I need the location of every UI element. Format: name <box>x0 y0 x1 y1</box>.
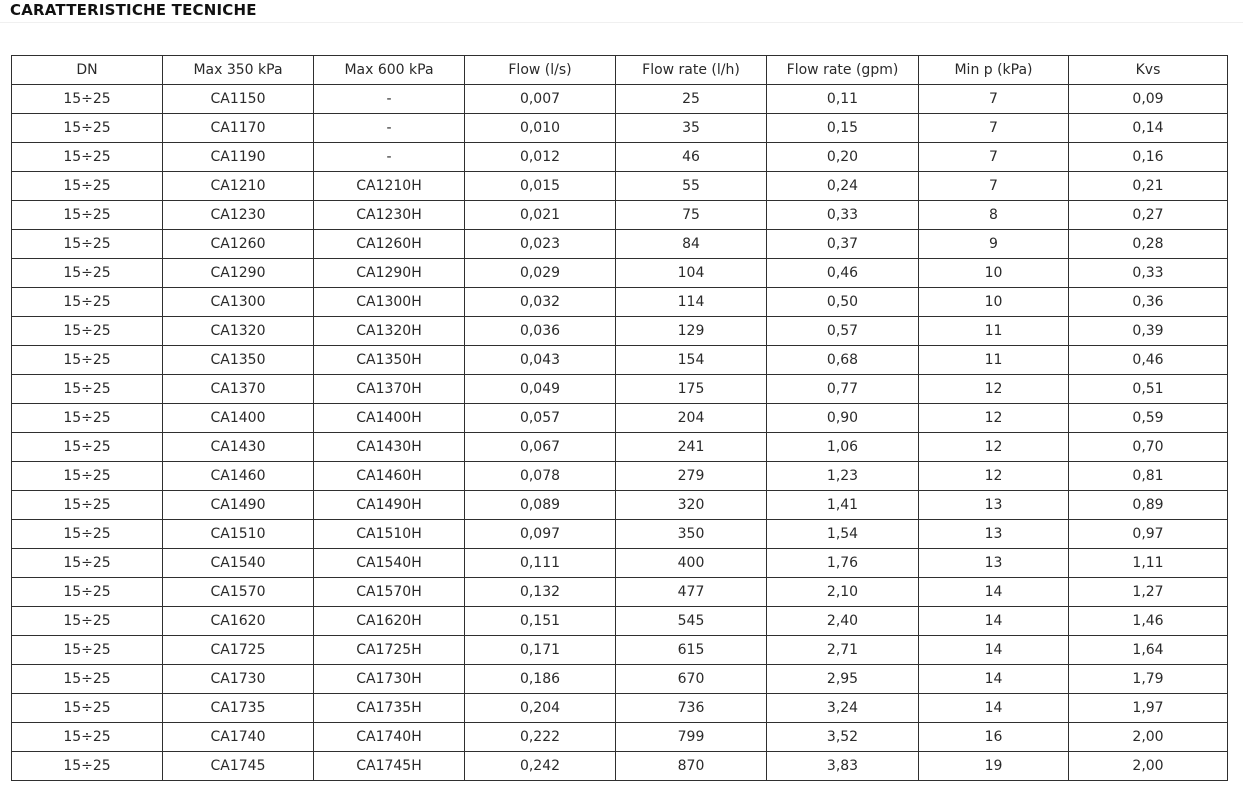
cell-flow-rate-gpm: 2,71 <box>767 636 919 665</box>
cell-max-600-kpa: CA1570H <box>314 578 465 607</box>
cell-min-p-kpa: 13 <box>919 520 1069 549</box>
cell-dn: 15÷25 <box>12 665 163 694</box>
cell-min-p-kpa: 9 <box>919 230 1069 259</box>
cell-min-p-kpa: 14 <box>919 578 1069 607</box>
cell-dn: 15÷25 <box>12 85 163 114</box>
cell-kvs: 0,97 <box>1069 520 1228 549</box>
cell-dn: 15÷25 <box>12 114 163 143</box>
cell-flow-rate-gpm: 3,83 <box>767 752 919 781</box>
table-row <box>12 404 1228 433</box>
cell-min-p-kpa: 7 <box>919 114 1069 143</box>
cell-min-p-kpa: 12 <box>919 404 1069 433</box>
cell-flow-rate-gpm: 1,23 <box>767 462 919 491</box>
cell-max-350-kpa: CA1740 <box>163 723 314 752</box>
cell-flow-rate-gpm: 0,68 <box>767 346 919 375</box>
cell-max-350-kpa: CA1400 <box>163 404 314 433</box>
cell-min-p-kpa: 12 <box>919 433 1069 462</box>
cell-flow-rate-lh: 400 <box>616 549 767 578</box>
cell-min-p-kpa: 10 <box>919 288 1069 317</box>
cell-max-350-kpa: CA1490 <box>163 491 314 520</box>
cell-dn: 15÷25 <box>12 259 163 288</box>
cell-flow-rate-lh: 670 <box>616 665 767 694</box>
cell-flow-rate-gpm: 0,20 <box>767 143 919 172</box>
cell-flow-ls: 0,007 <box>465 85 616 114</box>
cell-flow-ls: 0,132 <box>465 578 616 607</box>
cell-flow-rate-gpm: 1,76 <box>767 549 919 578</box>
cell-flow-rate-lh: 55 <box>616 172 767 201</box>
cell-flow-rate-gpm: 0,37 <box>767 230 919 259</box>
cell-flow-rate-lh: 350 <box>616 520 767 549</box>
cell-max-600-kpa: CA1210H <box>314 172 465 201</box>
cell-max-350-kpa: CA1510 <box>163 520 314 549</box>
cell-kvs: 2,00 <box>1069 752 1228 781</box>
cell-min-p-kpa: 11 <box>919 317 1069 346</box>
cell-kvs: 0,36 <box>1069 288 1228 317</box>
cell-flow-rate-lh: 154 <box>616 346 767 375</box>
cell-kvs: 1,64 <box>1069 636 1228 665</box>
table-row <box>12 317 1228 346</box>
column-header-dn: DN <box>12 56 163 85</box>
cell-flow-rate-gpm: 0,90 <box>767 404 919 433</box>
cell-kvs: 0,21 <box>1069 172 1228 201</box>
cell-dn: 15÷25 <box>12 752 163 781</box>
cell-flow-rate-lh: 477 <box>616 578 767 607</box>
cell-max-350-kpa: CA1170 <box>163 114 314 143</box>
cell-kvs: 0,59 <box>1069 404 1228 433</box>
cell-max-600-kpa: CA1430H <box>314 433 465 462</box>
cell-min-p-kpa: 13 <box>919 549 1069 578</box>
cell-flow-rate-gpm: 2,95 <box>767 665 919 694</box>
table-header <box>12 56 1228 85</box>
cell-flow-ls: 0,097 <box>465 520 616 549</box>
cell-min-p-kpa: 13 <box>919 491 1069 520</box>
cell-dn: 15÷25 <box>12 491 163 520</box>
cell-dn: 15÷25 <box>12 607 163 636</box>
table-row <box>12 375 1228 404</box>
cell-dn: 15÷25 <box>12 549 163 578</box>
cell-max-350-kpa: CA1620 <box>163 607 314 636</box>
table-row <box>12 259 1228 288</box>
cell-dn: 15÷25 <box>12 723 163 752</box>
cell-dn: 15÷25 <box>12 288 163 317</box>
cell-kvs: 1,46 <box>1069 607 1228 636</box>
cell-flow-rate-lh: 736 <box>616 694 767 723</box>
table-row <box>12 85 1228 114</box>
cell-kvs: 0,33 <box>1069 259 1228 288</box>
cell-flow-ls: 0,186 <box>465 665 616 694</box>
cell-flow-rate-lh: 35 <box>616 114 767 143</box>
cell-kvs: 0,09 <box>1069 85 1228 114</box>
cell-flow-rate-gpm: 0,57 <box>767 317 919 346</box>
cell-dn: 15÷25 <box>12 346 163 375</box>
cell-min-p-kpa: 12 <box>919 462 1069 491</box>
cell-flow-ls: 0,023 <box>465 230 616 259</box>
cell-min-p-kpa: 7 <box>919 172 1069 201</box>
cell-kvs: 0,14 <box>1069 114 1228 143</box>
cell-flow-rate-gpm: 0,11 <box>767 85 919 114</box>
cell-max-350-kpa: CA1190 <box>163 143 314 172</box>
cell-flow-rate-lh: 545 <box>616 607 767 636</box>
table-row <box>12 201 1228 230</box>
cell-flow-ls: 0,010 <box>465 114 616 143</box>
cell-kvs: 0,27 <box>1069 201 1228 230</box>
column-header-min-p-kpa: Min p (kPa) <box>919 56 1069 85</box>
cell-dn: 15÷25 <box>12 317 163 346</box>
cell-flow-ls: 0,049 <box>465 375 616 404</box>
cell-max-600-kpa: CA1350H <box>314 346 465 375</box>
cell-flow-ls: 0,089 <box>465 491 616 520</box>
cell-max-350-kpa: CA1300 <box>163 288 314 317</box>
table-row <box>12 636 1228 665</box>
cell-flow-ls: 0,015 <box>465 172 616 201</box>
cell-flow-rate-lh: 46 <box>616 143 767 172</box>
cell-flow-ls: 0,043 <box>465 346 616 375</box>
cell-flow-ls: 0,242 <box>465 752 616 781</box>
cell-min-p-kpa: 19 <box>919 752 1069 781</box>
cell-kvs: 0,51 <box>1069 375 1228 404</box>
cell-kvs: 0,28 <box>1069 230 1228 259</box>
table-row <box>12 578 1228 607</box>
cell-dn: 15÷25 <box>12 433 163 462</box>
cell-flow-rate-gpm: 1,06 <box>767 433 919 462</box>
cell-max-600-kpa: CA1725H <box>314 636 465 665</box>
table-row <box>12 288 1228 317</box>
column-header-flow-rate-gpm: Flow rate (gpm) <box>767 56 919 85</box>
cell-max-600-kpa: - <box>314 114 465 143</box>
cell-flow-rate-gpm: 0,15 <box>767 114 919 143</box>
cell-flow-rate-gpm: 0,46 <box>767 259 919 288</box>
table-row <box>12 723 1228 752</box>
cell-flow-ls: 0,021 <box>465 201 616 230</box>
cell-flow-rate-gpm: 3,24 <box>767 694 919 723</box>
cell-kvs: 1,27 <box>1069 578 1228 607</box>
cell-max-350-kpa: CA1210 <box>163 172 314 201</box>
cell-max-600-kpa: CA1510H <box>314 520 465 549</box>
cell-dn: 15÷25 <box>12 230 163 259</box>
cell-min-p-kpa: 14 <box>919 665 1069 694</box>
cell-max-350-kpa: CA1370 <box>163 375 314 404</box>
cell-min-p-kpa: 14 <box>919 636 1069 665</box>
table-row <box>12 491 1228 520</box>
cell-flow-ls: 0,057 <box>465 404 616 433</box>
cell-kvs: 1,97 <box>1069 694 1228 723</box>
cell-min-p-kpa: 7 <box>919 143 1069 172</box>
cell-flow-rate-lh: 84 <box>616 230 767 259</box>
cell-min-p-kpa: 7 <box>919 85 1069 114</box>
cell-dn: 15÷25 <box>12 143 163 172</box>
table-row <box>12 607 1228 636</box>
cell-min-p-kpa: 12 <box>919 375 1069 404</box>
cell-flow-rate-gpm: 0,77 <box>767 375 919 404</box>
cell-flow-ls: 0,032 <box>465 288 616 317</box>
cell-max-600-kpa: - <box>314 85 465 114</box>
cell-flow-ls: 0,222 <box>465 723 616 752</box>
table-row <box>12 346 1228 375</box>
table-row <box>12 752 1228 781</box>
cell-max-350-kpa: CA1735 <box>163 694 314 723</box>
cell-dn: 15÷25 <box>12 578 163 607</box>
cell-kvs: 0,81 <box>1069 462 1228 491</box>
cell-flow-ls: 0,078 <box>465 462 616 491</box>
cell-flow-ls: 0,111 <box>465 549 616 578</box>
technical-specs-table <box>11 55 1228 781</box>
cell-max-350-kpa: CA1320 <box>163 317 314 346</box>
cell-flow-rate-gpm: 0,50 <box>767 288 919 317</box>
cell-kvs: 0,89 <box>1069 491 1228 520</box>
cell-flow-rate-lh: 25 <box>616 85 767 114</box>
table-row <box>12 230 1228 259</box>
cell-dn: 15÷25 <box>12 694 163 723</box>
cell-flow-ls: 0,151 <box>465 607 616 636</box>
cell-flow-rate-lh: 104 <box>616 259 767 288</box>
cell-flow-rate-lh: 114 <box>616 288 767 317</box>
cell-max-600-kpa: CA1745H <box>314 752 465 781</box>
cell-max-600-kpa: CA1300H <box>314 288 465 317</box>
cell-dn: 15÷25 <box>12 201 163 230</box>
cell-max-600-kpa: CA1230H <box>314 201 465 230</box>
cell-flow-rate-lh: 870 <box>616 752 767 781</box>
cell-max-350-kpa: CA1350 <box>163 346 314 375</box>
cell-flow-rate-lh: 320 <box>616 491 767 520</box>
cell-max-600-kpa: CA1260H <box>314 230 465 259</box>
cell-flow-ls: 0,036 <box>465 317 616 346</box>
cell-max-350-kpa: CA1745 <box>163 752 314 781</box>
cell-flow-rate-lh: 799 <box>616 723 767 752</box>
column-header-max-600-kpa: Max 600 kPa <box>314 56 465 85</box>
cell-kvs: 1,11 <box>1069 549 1228 578</box>
cell-flow-rate-lh: 279 <box>616 462 767 491</box>
table-row <box>12 694 1228 723</box>
page-title: CARATTERISTICHE TECNICHE <box>10 1 257 19</box>
cell-flow-rate-lh: 615 <box>616 636 767 665</box>
cell-flow-rate-lh: 129 <box>616 317 767 346</box>
cell-flow-rate-gpm: 0,33 <box>767 201 919 230</box>
cell-flow-rate-lh: 204 <box>616 404 767 433</box>
cell-max-350-kpa: CA1570 <box>163 578 314 607</box>
cell-flow-rate-gpm: 1,54 <box>767 520 919 549</box>
cell-max-350-kpa: CA1290 <box>163 259 314 288</box>
section-heading <box>0 0 1243 23</box>
cell-max-600-kpa: CA1740H <box>314 723 465 752</box>
table-body <box>12 85 1228 781</box>
cell-flow-rate-gpm: 0,24 <box>767 172 919 201</box>
cell-dn: 15÷25 <box>12 520 163 549</box>
cell-max-350-kpa: CA1540 <box>163 549 314 578</box>
header-row <box>12 56 1228 85</box>
cell-max-350-kpa: CA1150 <box>163 85 314 114</box>
table-row <box>12 114 1228 143</box>
cell-max-600-kpa: CA1735H <box>314 694 465 723</box>
cell-max-350-kpa: CA1725 <box>163 636 314 665</box>
cell-flow-rate-lh: 241 <box>616 433 767 462</box>
cell-max-350-kpa: CA1460 <box>163 462 314 491</box>
cell-kvs: 2,00 <box>1069 723 1228 752</box>
cell-max-600-kpa: CA1460H <box>314 462 465 491</box>
cell-max-600-kpa: CA1370H <box>314 375 465 404</box>
cell-max-600-kpa: CA1320H <box>314 317 465 346</box>
cell-flow-rate-gpm: 3,52 <box>767 723 919 752</box>
cell-flow-ls: 0,204 <box>465 694 616 723</box>
table-row <box>12 433 1228 462</box>
cell-max-600-kpa: CA1490H <box>314 491 465 520</box>
column-header-flow-ls: Flow (l/s) <box>465 56 616 85</box>
cell-kvs: 1,79 <box>1069 665 1228 694</box>
cell-max-600-kpa: CA1540H <box>314 549 465 578</box>
cell-max-600-kpa: CA1730H <box>314 665 465 694</box>
column-header-kvs: Kvs <box>1069 56 1228 85</box>
table-row <box>12 520 1228 549</box>
cell-max-600-kpa: - <box>314 143 465 172</box>
cell-min-p-kpa: 14 <box>919 607 1069 636</box>
cell-dn: 15÷25 <box>12 462 163 491</box>
table-row <box>12 549 1228 578</box>
table-row <box>12 172 1228 201</box>
cell-dn: 15÷25 <box>12 172 163 201</box>
cell-max-600-kpa: CA1400H <box>314 404 465 433</box>
cell-kvs: 0,39 <box>1069 317 1228 346</box>
cell-max-350-kpa: CA1430 <box>163 433 314 462</box>
cell-flow-ls: 0,012 <box>465 143 616 172</box>
cell-max-350-kpa: CA1730 <box>163 665 314 694</box>
cell-kvs: 0,70 <box>1069 433 1228 462</box>
cell-min-p-kpa: 8 <box>919 201 1069 230</box>
cell-flow-ls: 0,067 <box>465 433 616 462</box>
column-header-max-350-kpa: Max 350 kPa <box>163 56 314 85</box>
cell-dn: 15÷25 <box>12 404 163 433</box>
cell-dn: 15÷25 <box>12 375 163 404</box>
cell-min-p-kpa: 14 <box>919 694 1069 723</box>
table-row <box>12 665 1228 694</box>
cell-max-350-kpa: CA1260 <box>163 230 314 259</box>
table-row <box>12 143 1228 172</box>
table-row <box>12 462 1228 491</box>
cell-kvs: 0,46 <box>1069 346 1228 375</box>
cell-flow-rate-lh: 175 <box>616 375 767 404</box>
cell-min-p-kpa: 10 <box>919 259 1069 288</box>
cell-kvs: 0,16 <box>1069 143 1228 172</box>
column-header-flow-rate-lh: Flow rate (l/h) <box>616 56 767 85</box>
cell-max-600-kpa: CA1290H <box>314 259 465 288</box>
cell-flow-rate-gpm: 1,41 <box>767 491 919 520</box>
cell-flow-ls: 0,029 <box>465 259 616 288</box>
cell-flow-rate-gpm: 2,10 <box>767 578 919 607</box>
cell-flow-rate-lh: 75 <box>616 201 767 230</box>
cell-max-350-kpa: CA1230 <box>163 201 314 230</box>
cell-dn: 15÷25 <box>12 636 163 665</box>
cell-max-600-kpa: CA1620H <box>314 607 465 636</box>
cell-min-p-kpa: 16 <box>919 723 1069 752</box>
cell-flow-rate-gpm: 2,40 <box>767 607 919 636</box>
cell-min-p-kpa: 11 <box>919 346 1069 375</box>
cell-flow-ls: 0,171 <box>465 636 616 665</box>
